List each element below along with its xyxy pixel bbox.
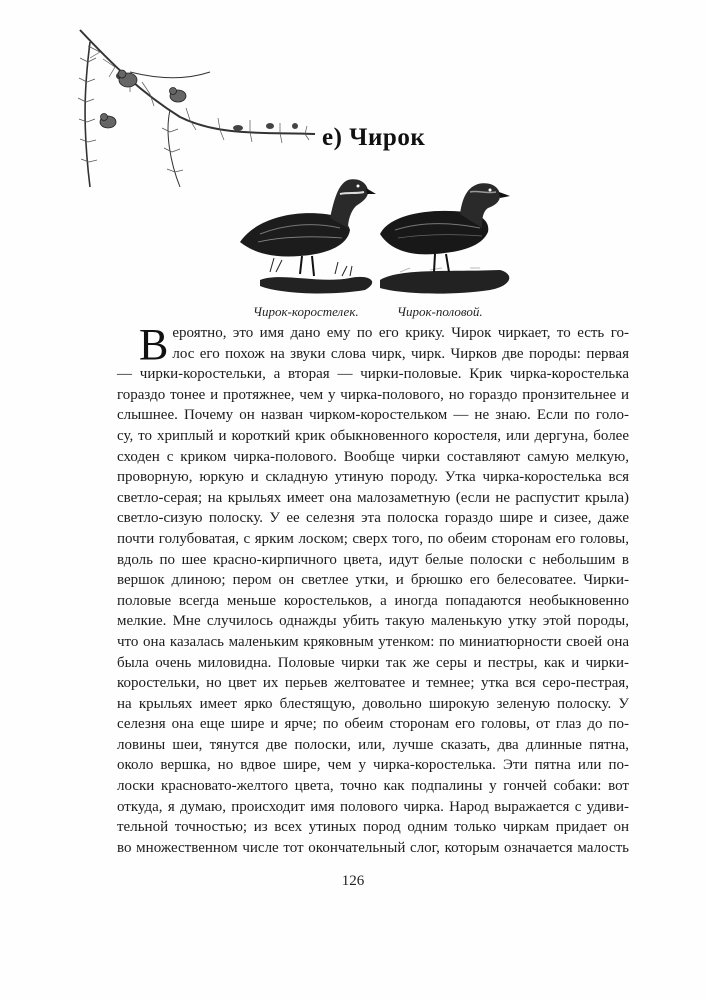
- text-line: селезня она еще шире и ярче; по обеим сторонам его головы, от глаз до по-: [117, 716, 629, 733]
- text-line: светло-серая; на крыльях имеет она малозаметную (если не распустит крыла): [117, 489, 629, 506]
- text-line: лоски красновато-желтого цвета, точно как подпалины у гончей собаки: вот: [117, 778, 629, 795]
- text-line: около вершка, но вдвое шире, чем у чирка-коростелька. Эти пятна или по-: [117, 757, 629, 774]
- text-line: су, то хриплый и короткий крик обыкновенного коростеля, или дергуна, более: [117, 427, 629, 444]
- text-line: на крыльях имеет ярко блестящую, довольно широкую зеленую полоску. У: [117, 695, 629, 712]
- teal-ducks-illustration-icon: [230, 172, 520, 302]
- text-line: мелкие. Мне случилось однажды убить такую маленькую утку этой породы,: [117, 613, 629, 630]
- text-line: светло-сизую полоску. У ее селезня эта полоска гораздо шире и сизее, даже: [117, 510, 629, 527]
- text-line: откуда, я думаю, происходит имя полового чирка. Народ выражается с удиви-: [117, 798, 629, 815]
- text-line: проворную, юркую и складную утиную породу. Утка чирка-коростелька вся: [117, 469, 629, 486]
- text-line: ероятно, это имя дано ему по его крику. Чирок чиркает, то есть го-: [172, 325, 629, 341]
- text-line: почти голубоватая, с ярким лоском; сверх того, по обеим сторонам его головы,: [117, 530, 629, 547]
- text-line: во множественном числе тот окончательный слог, которым означается малость: [117, 839, 629, 856]
- section-title: е) Чирок: [322, 124, 426, 151]
- text-line: ловины шеи, тянутся две полоски, или, лучше сказать, два длинные пятна,: [117, 736, 629, 753]
- text-line: вдоль по шее красно-кирпичного цвета, идут белые полоски с небольшим в: [117, 551, 629, 568]
- dropcap: В: [139, 320, 169, 369]
- body-text: [117, 320, 629, 858]
- text-line: половые всегда меньше коростельков, а иногда попадаются необыкновенно: [117, 592, 629, 609]
- text-line: тельной точностью; из всех утиных пород одним только чиркам придает он: [117, 819, 629, 836]
- text-line: — чирки-коростельки, а вторая — чирки-половые. Крик чирка-коростелька: [117, 366, 629, 383]
- text-line: слышнее. Почему он назван чирком-коростельком — не знаю. Если по голо-: [117, 407, 629, 424]
- spruce-branch-ornament-icon: [70, 22, 320, 192]
- text-line: гораздо тонее и протяжнее, чем у чирка-полового, но гораздо пронзительнее и: [117, 386, 629, 403]
- text-line: лос его похож на звуки слова чирк, чирк. Чирков две породы: первая: [172, 345, 629, 362]
- text-line: что она казалась маленьким кряковным утенком: по миниатюрности своей она: [117, 633, 629, 650]
- caption-right: Чирок-половой.: [397, 304, 483, 319]
- page-number: 126: [341, 873, 365, 889]
- text-line: коростельки, но цвет их перьев желтоватее и темнее; утка вся серо-пестрая,: [117, 675, 629, 692]
- text-line: сходен с криком чирка-полового. Вообще чирки составляют самую мелкую,: [117, 448, 629, 465]
- text-line: была очень миловидна. Половые чирки так же серы и пестры, как и чирки-: [117, 654, 629, 671]
- caption-left: Чирок-коростелек.: [253, 304, 359, 319]
- text-line: вершок длиною; пером он светлее утки, и брюшко его белесоватее. Чирки-: [117, 572, 629, 589]
